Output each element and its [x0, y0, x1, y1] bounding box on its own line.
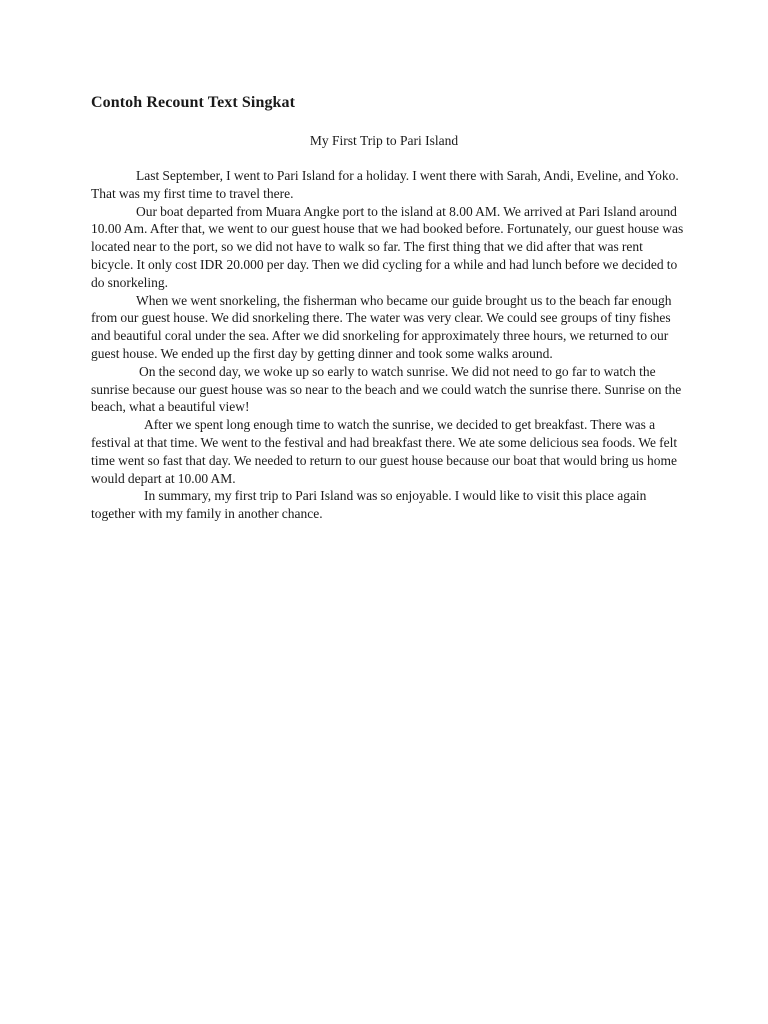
paragraph-2: Our boat departed from Muara Angke port to the island at 8.00 AM. We arrived at Pari Island around 10.00 Am. After that, we went to our guest house that we had booked before. Fortunately, our guest house was located near to the port, so we did not have to walk so far. The first thing that we did after that was rent bicycle. It only cost IDR 20.000 per day. Then we did cycling for a while and had lunch before we decided to do snorkeling.: [91, 203, 684, 290]
paragraph-4: On the second day, we woke up so early to watch sunrise. We did not need to go far to watch the sunrise because our guest house was so near to the beach and we could watch the sunrise there. Sunrise on the beach, what a beautiful view!: [91, 363, 682, 415]
paragraph-6: In summary, my first trip to Pari Island was so enjoyable. I would like to visit this place again together with my family in another chance.: [91, 488, 647, 522]
story-body: [91, 167, 685, 523]
paragraph-5: After we spent long enough time to watch the sunrise, we decided to get breakfast. There was a festival at that time. We went to the festival and had breakfast there. We ate some delicious sea foods. We felt time went so fast that day. We needed to return to our guest house because our boat that would bring us home would depart at 10.00 AM.: [91, 417, 678, 486]
story-title: My First Trip to Pari Island: [309, 133, 459, 148]
document-heading: Contoh Recount Text Singkat: [91, 94, 296, 111]
paragraph-3: When we went snorkeling, the fisherman who became our guide brought us to the beach far enough from our guest house. We did snorkeling there. The water was very clear. We could see groups of tiny fishes and beautiful coral under the sea. After we did snorkeling for approximately three hours, we returned to our guest house. We ended up the first day by getting dinner and took some walks around.: [91, 292, 672, 361]
paragraph-1: Last September, I went to Pari Island for a holiday. I went there with Sarah, Andi, Eveline, and Yoko. That was my first time to travel there.: [91, 168, 679, 201]
